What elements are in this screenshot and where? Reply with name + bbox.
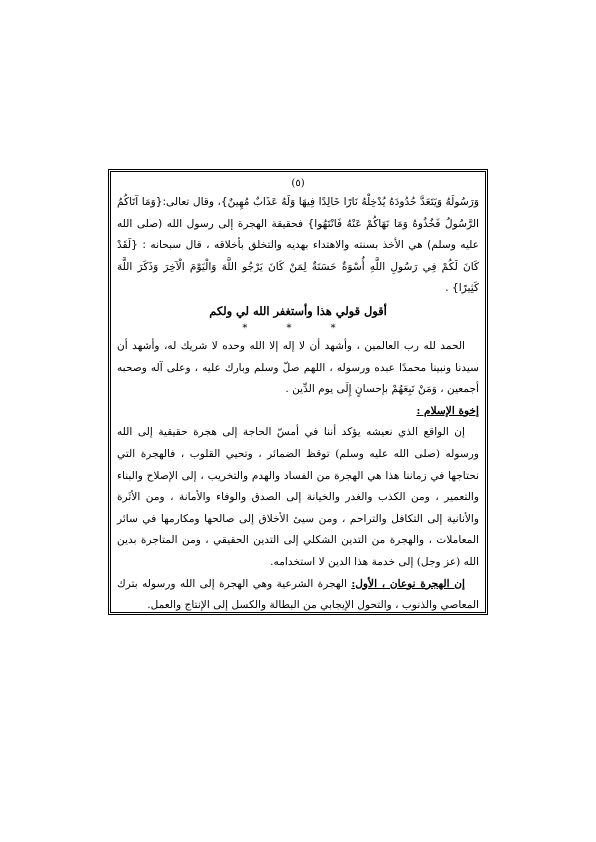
- hijra-types-body: الهجرة الشرعية وهي الهجرة إلى الله ورسوله بترك المعاصي والذنوب ، والتحول الإيجابي من البطالة والكسل إلى الإنتاج والعمل.: [117, 577, 479, 612]
- separator-stars: * * *: [242, 322, 354, 334]
- paragraph-reality: إن الواقع الذي نعيشه يؤكد أننا في أمسّ الحاجة إلى هجرة حقيقية إلى الله ورسوله (صلى الله عليه وسلم) توقظ الضمائر ، وتحيي القلوب ، فالهجرة التي نحتاجها في زماننا هذا هي الهجرة من الفساد والهدم والتخريب ، إلى الإصلاح والبناء والتعمير ، ومن الكذب والغدر والخيانة إلى الصدق والوفاء والأمانة ، ومن الأثَرة والأنانية إلى التكافل والتراحم ، ومن سيئ الأخلاق إلى صالحها ومكارمها في سائر المعاملات ، والهجرة من التدين الشكلي إلى التدين الحقيقي ، ومن المتاجرة بدين الله (عز وجل) إلى خدمة هذا الدين لا استخدامه.: [117, 426, 479, 568]
- text-frame: [108, 169, 488, 615]
- paragraph-praise: الحمد لله رب العالمين ، وأشهد أن لا إله إلا الله وحده لا شريك له، وأشهد أن سيدنا ونبينا محمدًا عبده ورسوله ، اللهم صلّ وسلم وبارك عليه ، وعلى آله وصحبه أجمعين ، وَمَنْ تَبِعَهُمْ بإحسانٍ إِلَى يوم الدِّين .: [117, 339, 479, 396]
- paragraph-quran-verses: وَرَسُولَهُ وَيَتَعَدَّ حُدُودَهُ يُدْخِلْهُ نَارًا خَالِدًا فِيهَا وَلَهُ عَذَابٌ مُهِينٌ}، وقال تعالى:{وَمَا آتَاكُمُ الرَّسُولُ فَخُذُوهُ وَمَا نَهَاكُمْ عَنْهُ فَانْتَهُوا} فحقيقة الهجرة إلى رسول الله (صلى الله عليه وسلم) هي الأخذ بسنته والاهتداء بهديه والتخلق بأخلاقه ، قال سبحانه : {لَقَدْ كَانَ لَكُمْ فِي رَسُولِ اللَّهِ أُسْوَةٌ حَسَنَةٌ لِمَنْ كَانَ يَرْجُو اللَّهَ وَالْيَوْمَ الْآخِرَ وَذَكَرَ اللَّهَ كَثِيرًا} .: [117, 196, 479, 295]
- section-subheading: إخوة الإسلام :: [416, 404, 479, 417]
- closing-heading: أقول قولي هذا وأستغفر الله لي ولكم: [209, 303, 387, 318]
- page-content: [117, 176, 479, 617]
- paragraph-hijra-types: [117, 574, 479, 617]
- page-number: (٥): [291, 178, 305, 189]
- hijra-types-lead: إن الهجرة نوعان ، الأول:: [351, 577, 465, 590]
